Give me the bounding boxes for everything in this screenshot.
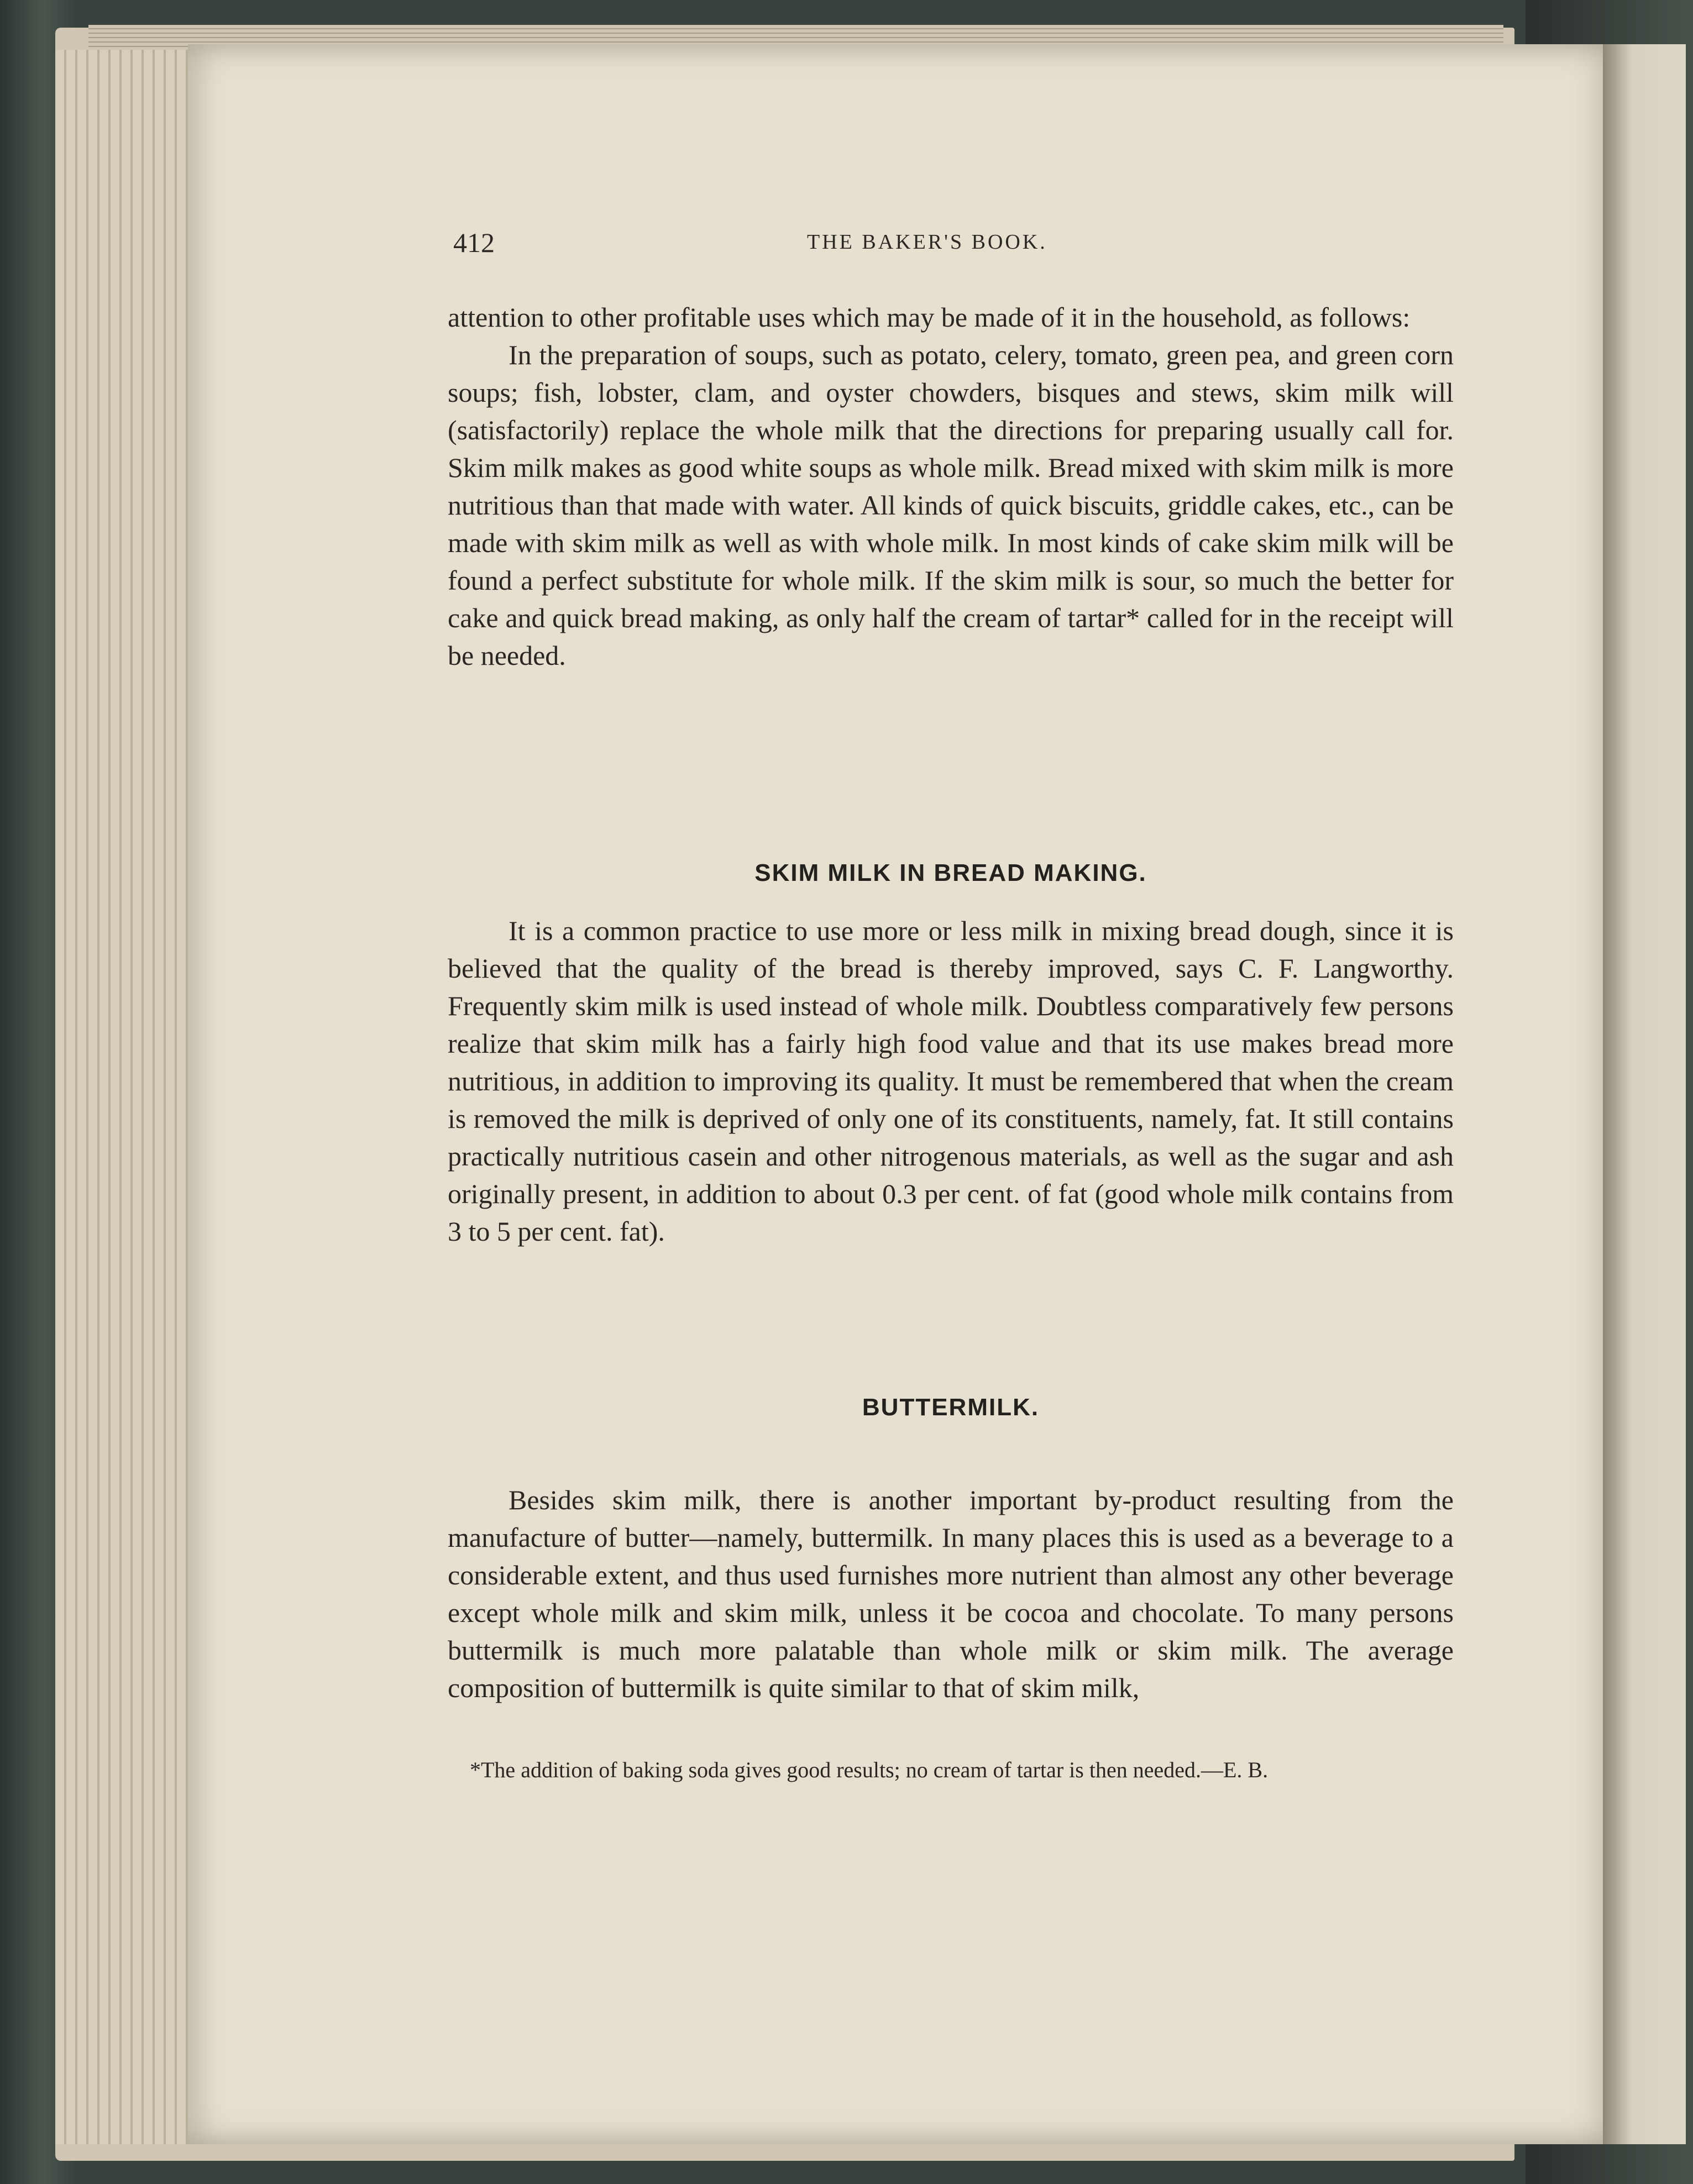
page-header	[453, 227, 1448, 265]
section-heading-skim-milk: SKIM MILK IN BREAD MAKING.	[754, 859, 1147, 886]
intro-paragraph-1: attention to other profitable uses which may be made of it in the household, as follows:	[448, 302, 1411, 333]
page-side-edges	[55, 50, 199, 2144]
page-number: 412	[453, 227, 495, 258]
skim-milk-section	[448, 912, 1454, 1250]
footnote: *The addition of baking soda gives good results; no cream of tartar is then needed.—E. B.	[470, 1757, 1269, 1782]
running-title: THE BAKER'S BOOK.	[807, 230, 1047, 254]
facing-page-edge	[1603, 44, 1686, 2144]
intro-paragraph-2: In the preparation of soups, such as potato, celery, tomato, green pea, and green corn soups; fish, lobster, clam, and oyster chowders, bisques and stews, skim milk will (satisfactorily) replace the whole milk that the directions for preparing usually call for. Skim milk makes as good white soups as whole milk. Bread mixed with skim milk is more nutritious than that made with water. All kinds of quick biscuits, griddle cakes, etc., can be made with skim milk as well as with whole milk. In most kinds of cake skim milk will be found a perfect substitute for whole milk. If the skim milk is sour, so much the better for cake and quick bread making, as only half the cream of tartar* called for in the receipt will be needed.	[448, 339, 1454, 671]
buttermilk-paragraph: Besides skim milk, there is another important by-product resulting from the manufacture of butter—namely, buttermilk. In many places this is used as a beverage to a considerable extent, and thus used furnishes more nutrient than almost any other beverage except whole milk and skim milk, unless it be cocoa and chocolate. To many persons buttermilk is much more palatable than whole milk or skim milk. The average composition of buttermilk is quite similar to that of skim milk,	[448, 1484, 1454, 1703]
skim-milk-paragraph: It is a common practice to use more or less milk in mixing bread dough, since it is believed that the quality of the bread is thereby improved, says C. F. Langworthy. Frequently skim milk is used instead of whole milk. Doubtless comparatively few persons realize that skim milk has a fairly high food value and that its use makes bread more nutritious, in addition to improving its quality. It must be remembered that when the cream is removed the milk is deprived of only one of its constituents, namely, fat. It still contains practically nutritious casein and other nitrogenous materials, as well as the sugar and ash originally present, in addition to about 0.3 per cent. of fat (good whole milk contains from 3 to 5 per cent. fat).	[448, 915, 1454, 1247]
buttermilk-section	[448, 1481, 1454, 1707]
section-heading-buttermilk: BUTTERMILK.	[862, 1394, 1040, 1421]
intro-text	[448, 298, 1454, 674]
